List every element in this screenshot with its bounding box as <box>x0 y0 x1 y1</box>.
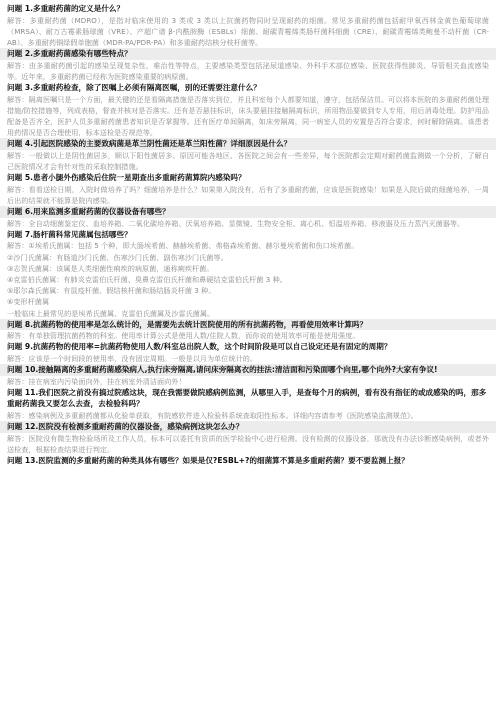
question-heading: 问题 7.肠杆菌科常见菌属包括哪些？ <box>7 229 132 239</box>
answer-block <box>7 150 489 172</box>
question-heading: 问题 4.引起医院感染的主要致病菌是革兰阴性菌还是革兰阳性菌？详细原因是什么？ <box>0 138 496 150</box>
answer-paragraph: 解答：一般做以上是阴性菌居多，顺以下阳性菌居多。原因可能各地区、各医院之间会有一些差异，每个医院都会定期对耐药菌监测做一个分析，了解自己医院情况才会有针对性的采取控制措施。 <box>7 150 489 172</box>
answer-paragraph: ③志贺氏菌属：该属是人类细菌性痢疾的病原菌，通称痢疾杆菌。 <box>7 263 214 273</box>
question-heading: 问题 2.多重耐药菌感染有哪些特点？ <box>0 48 496 60</box>
answer-paragraph: 解答：有单独管理抗菌药物的科室。使用率计算公式是使用人数/住院人数，而你说的使用效率可能是使用强度。 <box>7 331 360 341</box>
answer-paragraph: ②沙门氏菌属：有肠道沙门氏菌、伤寒沙门氏菌、副伤寒沙门氏菌等。 <box>7 252 228 262</box>
answer-paragraph: 解答：看看送检日期，入院时做培养了吗？细菌培养是什么？如果第入院没有，后有了多重耐药菌，应该是医院感染！如果是入院后做的细菌培养，一周后出的结果就不能算是院内感染。 <box>7 184 489 205</box>
answer-paragraph: 解答：隔离医嘱只是一个方面，最关键的还是看隔离措施是否落实到位，并且科室每个人都要知道，遵守，包括保洁员。可以将本医院的多重耐药菌处理措施/防控措施等，列成表格，督查并核对是否落实。还有是否悬挂标识，床头要悬挂接触隔离标识，所用物品要做到专人专用，用后消毒处理。防护用品配备是否齐全，医护人员多重耐药菌患者知识是否掌握等。还有医疗单间隔离，如床旁隔离，同一病室人员的安置是否符合要求，何时解除隔离。该患者用药情况是否合理使用，标本送检是否规范等。 <box>7 94 489 138</box>
answer-paragraph: 解答：挂在病室内污染面向外，挂在病室外清洁面向外！ <box>7 376 186 386</box>
answer-block <box>7 218 489 229</box>
answer-block <box>7 330 489 341</box>
question-heading: 问题 9.抗菌药物的使用率=抗菌药物使用人数/科室总出院人数，这个时间阶段是可以自己设定还是有固定的周期？ <box>7 342 392 352</box>
answer-block <box>7 184 489 206</box>
answer-paragraph: ⑥变形杆菌属 <box>7 297 50 307</box>
answer-paragraph: 解答：由多重耐药菌引起的感染呈现复杂性、难治性等特点，主要感染类型包括泌尿道感染、外科手术部位感染、医院获得性肺炎、导管相关血流感染等。近年来，多重耐药菌已经称为医院感染重要的病原菌。 <box>7 60 489 81</box>
answer-paragraph: 解答：多重耐药菌（MDRO），是指对临床使用的 3 类或 3 类以上抗菌药物同时呈现耐药的细菌。常见多重耐药菌包括耐甲氧西林金黄色葡萄球菌（MRSA）、耐万古霉素肠球菌（VRE）、产超广谱 β-内酰胺酶（ESBLs）细菌、耐碳青霉烯类肠杆菌科细菌（CRE）、耐碳青霉烯类鲍曼不动杆菌（CR-AB）、多重耐药铜绿假单胞菌（MDR-PA/PDR-PA）和多重耐药结核分枝杆菌等。 <box>7 15 489 47</box>
answer-block <box>7 353 489 364</box>
answer-block <box>7 376 489 387</box>
answer-paragraph: 解答：医院没有微生物检验场所及工作人员，标本可以委托有资质的医学检验中心进行检测。没有检测的仪器设备，那就没有办法诊断感染病例，或者外送检查，根据检查结果进行判定。 <box>7 433 489 454</box>
question-heading: 问题 1.多重耐药菌的定义是什么？ <box>7 4 125 13</box>
answer-block <box>7 15 489 49</box>
question-heading: 问题 6.用来监测多重耐药菌的仪器设备有哪些？ <box>0 206 496 218</box>
question-heading: 问题 11.我们医院之前没有搞过院感这块，现在我需要做院感病例监测，从哪里入手，是查每个月的病例，看有没有指征的或成感染的吗，那多重耐药菌我又要怎么去查，去检验科吗？ <box>7 387 487 409</box>
answer-paragraph: 解答：①埃希氏菌属：包括 5 个种，即大肠埃希菌、赫赫埃希菌、弗格森埃希菌、赫尔曼埃希菌和伤口埃希菌。 <box>7 241 359 251</box>
answer-paragraph: 解答：全自动细菌鉴定仪、血培养箱、二氧化碳培养箱、厌氧培养箱、显微镜、生物安全柜、离心机、恒温培养箱、移液器及压力蒸汽灭菌器等。 <box>7 218 465 228</box>
answer-paragraph: 解答：感染病例及多重耐药菌都从化验单获取，有院感软件进入检验科系统查取阳性标本。详细内容请参考《医院感染监测规范》。 <box>7 410 418 420</box>
question-heading: 问题 13.医院监测的多重耐药菌的种类具体有哪些？如果是仅?ESBL+?的细菌算不算是多重耐药菌？要不要监测上报？ <box>7 455 409 465</box>
answer-paragraph: ④克雷伯氏菌属：有肺炎克雷伯氏杆菌、臭鼻克雷伯氏杆菌和鼻硬结克雷伯氏杆菌 3 种。 <box>7 274 287 284</box>
question-heading: 问题 5.患者小腿外伤感染后住院一星期查出多重耐药菌算院内感染吗？ <box>7 173 246 183</box>
answer-paragraph: 一般临床上最常见的是埃希氏菌属、克雷伯氏菌属及沙雷氏菌属。 <box>7 308 215 318</box>
answer-block <box>7 240 489 318</box>
answer-block <box>7 60 489 82</box>
question-heading: 问题 8.抗菌药物的使用率是怎么统计的，是需要先去统计医院使用的所有抗菌药物，再看使用效率计算吗？ <box>0 319 496 331</box>
answer-paragraph: ⑤耶尔森氏菌属：有鼠疫杆菌、假结核杆菌和肠结肠炎杆菌 3 种。 <box>7 286 216 296</box>
question-heading: 问题 3.多重耐药检查，除了医嘱上必须有隔离医嘱，别的还需要注意什么？ <box>7 83 261 93</box>
question-heading: 问题 10.接触隔离的多重耐药菌感染病人,执行床旁隔离,请问床旁隔离衣的挂法:清洁面和污染面哪个向里,哪个向外?大家有争议! <box>0 364 496 376</box>
answer-block <box>7 94 489 139</box>
question-heading: 问题 12.医院没有检测多重耐药菌的仪器设备，感染病例这块怎么办？ <box>0 421 496 433</box>
answer-paragraph: 解答：应该是一个时间段的使用率，没有固定周期。一般是以月为单位统计的。 <box>7 353 258 363</box>
answer-block <box>7 410 489 421</box>
answer-block <box>7 433 489 455</box>
